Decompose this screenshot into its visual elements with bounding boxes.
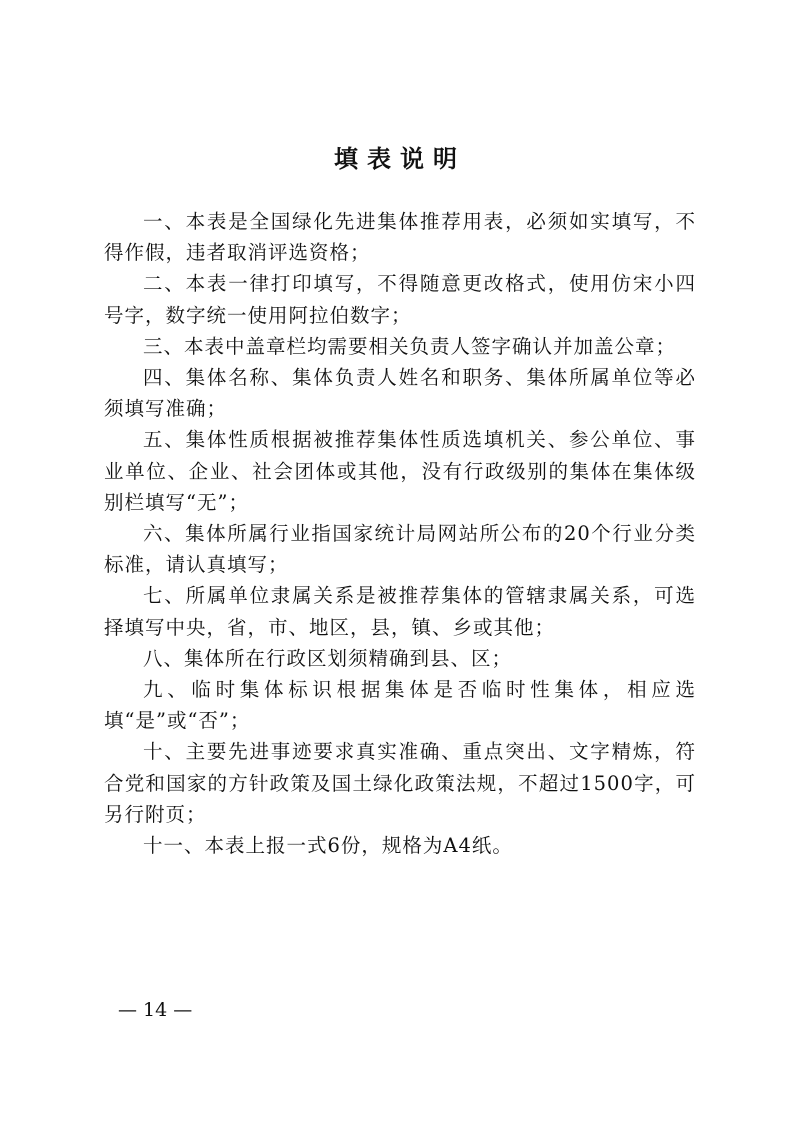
instruction-item-10: 十、主要先进事迹要求真实准确、重点突出、文字精炼，符合党和国家的方针政策及国土绿化政策法规，不超过1500字，可另行附页；	[104, 740, 696, 826]
instruction-item-2: 二、本表一律打印填写，不得随意更改格式，使用仿宋小四号字，数字统一使用阿拉伯数字；	[104, 272, 696, 327]
instruction-item-4: 四、集体名称、集体负责人姓名和职务、集体所属单位等必须填写准确；	[104, 366, 696, 421]
instruction-item-1: 一、本表是全国绿化先进集体推荐用表，必须如实填写，不得作假，违者取消评选资格；	[104, 210, 696, 265]
instruction-item-11: 十一、本表上报一式6份，规格为A4纸。	[143, 834, 513, 858]
page-title: 填表说明	[334, 145, 466, 173]
instruction-item-3: 三、本表中盖章栏均需要相关负责人签字确认并加盖公章；	[143, 334, 677, 358]
instruction-item-9: 九、临时集体标识根据集体是否临时性集体，相应选填“是”或“否”；	[104, 678, 696, 733]
instruction-item-6: 六、集体所属行业指国家统计局网站所公布的20个行业分类标准，请认真填写；	[104, 522, 696, 577]
instructions-body	[104, 206, 696, 861]
instruction-item-8: 八、集体所在行政区划须精确到县、区；	[143, 646, 513, 670]
instruction-item-5: 五、集体性质根据被推荐集体性质选填机关、参公单位、事业单位、企业、社会团体或其他，没有行政级别的集体在集体级别栏填写“无”；	[104, 428, 696, 514]
instruction-item-7: 七、所属单位隶属关系是被推荐集体的管辖隶属关系，可选择填写中央，省，市、地区，县，镇、乡或其他；	[104, 584, 696, 639]
page-number: — 14 —	[118, 999, 193, 1021]
